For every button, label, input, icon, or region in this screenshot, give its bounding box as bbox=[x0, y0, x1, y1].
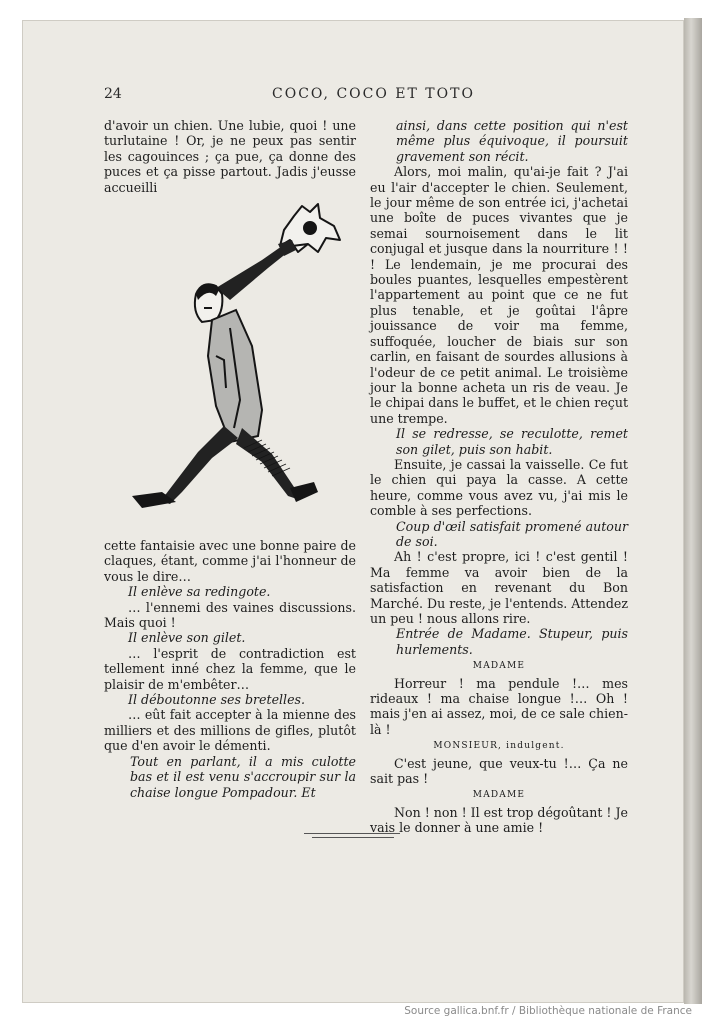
back-leg bbox=[156, 426, 238, 504]
speaker-name: MADAME bbox=[472, 661, 526, 672]
stage-direction: Il enlève son gilet. bbox=[128, 630, 246, 646]
paragraph: Alors, moi malin, qu'ai-je fait ? J'ai eu l'air d'accepter le chien. Seulement, le jour même de son entrée ici, j'achetai une boîte de puces vivantes que je semai sournoisement dans le lit conjugal et jusque dans la nourriture ! ! ! Le lendemain, je me procurai des boules puantes, lesquelles empestèrent l'appartement au point que ce ne fut plus tenable, et je goûtai l'âpre jouissance de voir ma femme, suffoquée, loucher de biais sur son carlin, en faisant de sourdes allusions à l'odeur de ce petit animal. Le troisième jour la bonne acheta un ris de veau. Je le chipai dans le buffet, et le chien reçut une trempe. bbox=[370, 164, 629, 426]
paragraph: … eût fait accepter à la mienne des milliers et des millions de gifles, plutôt que d'en avoir le démenti. bbox=[104, 707, 356, 754]
paragraph: Ah ! c'est propre, ici ! c'est gentil ! Ma femme va avoir bien de la satisfaction en revenant du Bon Marché. Du reste, je l'entends. Attendez un peu ! nous allons rire. bbox=[370, 549, 628, 626]
stage-direction: Entrée de Madame. Stupeur, puis hurlements. bbox=[396, 626, 628, 657]
stage-direction: Il se redresse, se reculotte, remet son gilet, puis son habit. bbox=[396, 426, 628, 457]
paragraph: cette fantaisie avec une bonne paire de claques, étant, comme j'ai l'honneur de vous le dire… bbox=[104, 538, 356, 584]
stage-direction: Il enlève sa redingote. bbox=[128, 584, 271, 600]
source-credit: Source gallica.bnf.fr / Bibliothèque nationale de France bbox=[404, 1005, 692, 1017]
stage-direction: Il déboutonne ses bretelles. bbox=[128, 692, 306, 708]
left-column-top bbox=[104, 118, 356, 195]
speaker-name: MADAME bbox=[472, 790, 526, 801]
raised-arm bbox=[216, 246, 288, 300]
running-title: COCO, COCO ET TOTO bbox=[272, 86, 475, 102]
page-header bbox=[78, 86, 676, 106]
front-shoe bbox=[290, 482, 318, 502]
man-swinging-dog-illustration bbox=[112, 196, 344, 518]
page-edge bbox=[684, 18, 702, 1004]
stage-direction: ainsi, dans cette position qui n'est même plus équivoque, il poursuit gravement son récit. bbox=[396, 118, 628, 164]
stage-direction: Tout en parlant, il a mis culotte bas et il est venu s'accroupir sur la chaise longue Pompadour. Et bbox=[130, 753, 356, 800]
paragraph: Non ! non ! Il est trop dégoûtant ! Je vais le donner à une amie ! bbox=[370, 804, 628, 836]
page-number: 24 bbox=[104, 86, 122, 102]
paragraph: C'est jeune, que veux-tu !… Ça ne sait pas ! bbox=[370, 755, 628, 787]
paragraph: … l'esprit de contradiction est tellement inné chez la femme, que le plaisir de m'embêter… bbox=[104, 645, 356, 692]
paragraph: d'avoir un chien. Une lubie, quoi ! une turlutaine ! Or, je ne peux pas sentir les cagouinces ; ça pue, ça donne des puces et ça pisse partout. Jadis j'eusse accueilli bbox=[104, 118, 356, 195]
end-rule bbox=[304, 833, 400, 834]
speaker-name: MONSIEUR, indulgent. bbox=[433, 741, 565, 752]
end-rule-short bbox=[312, 837, 394, 838]
stage-direction: Coup d'œil satisfait promené autour de soi. bbox=[396, 518, 628, 549]
left-column-bottom bbox=[104, 538, 356, 800]
right-column bbox=[370, 118, 628, 836]
paragraph: Ensuite, je cassai la vaisselle. Ce fut le chien qui paya la casse. A cette heure, comme vous avez vu, j'ai mis le comble à ses perfections. bbox=[370, 456, 628, 519]
paragraph: … l'ennemi des vaines discussions. Mais quoi ! bbox=[104, 599, 356, 631]
paragraph: Horreur ! ma pendule !… mes rideaux ! ma chaise longue !… Oh ! mais j'en ai assez, moi, de ce sale chien-là ! bbox=[370, 675, 628, 737]
